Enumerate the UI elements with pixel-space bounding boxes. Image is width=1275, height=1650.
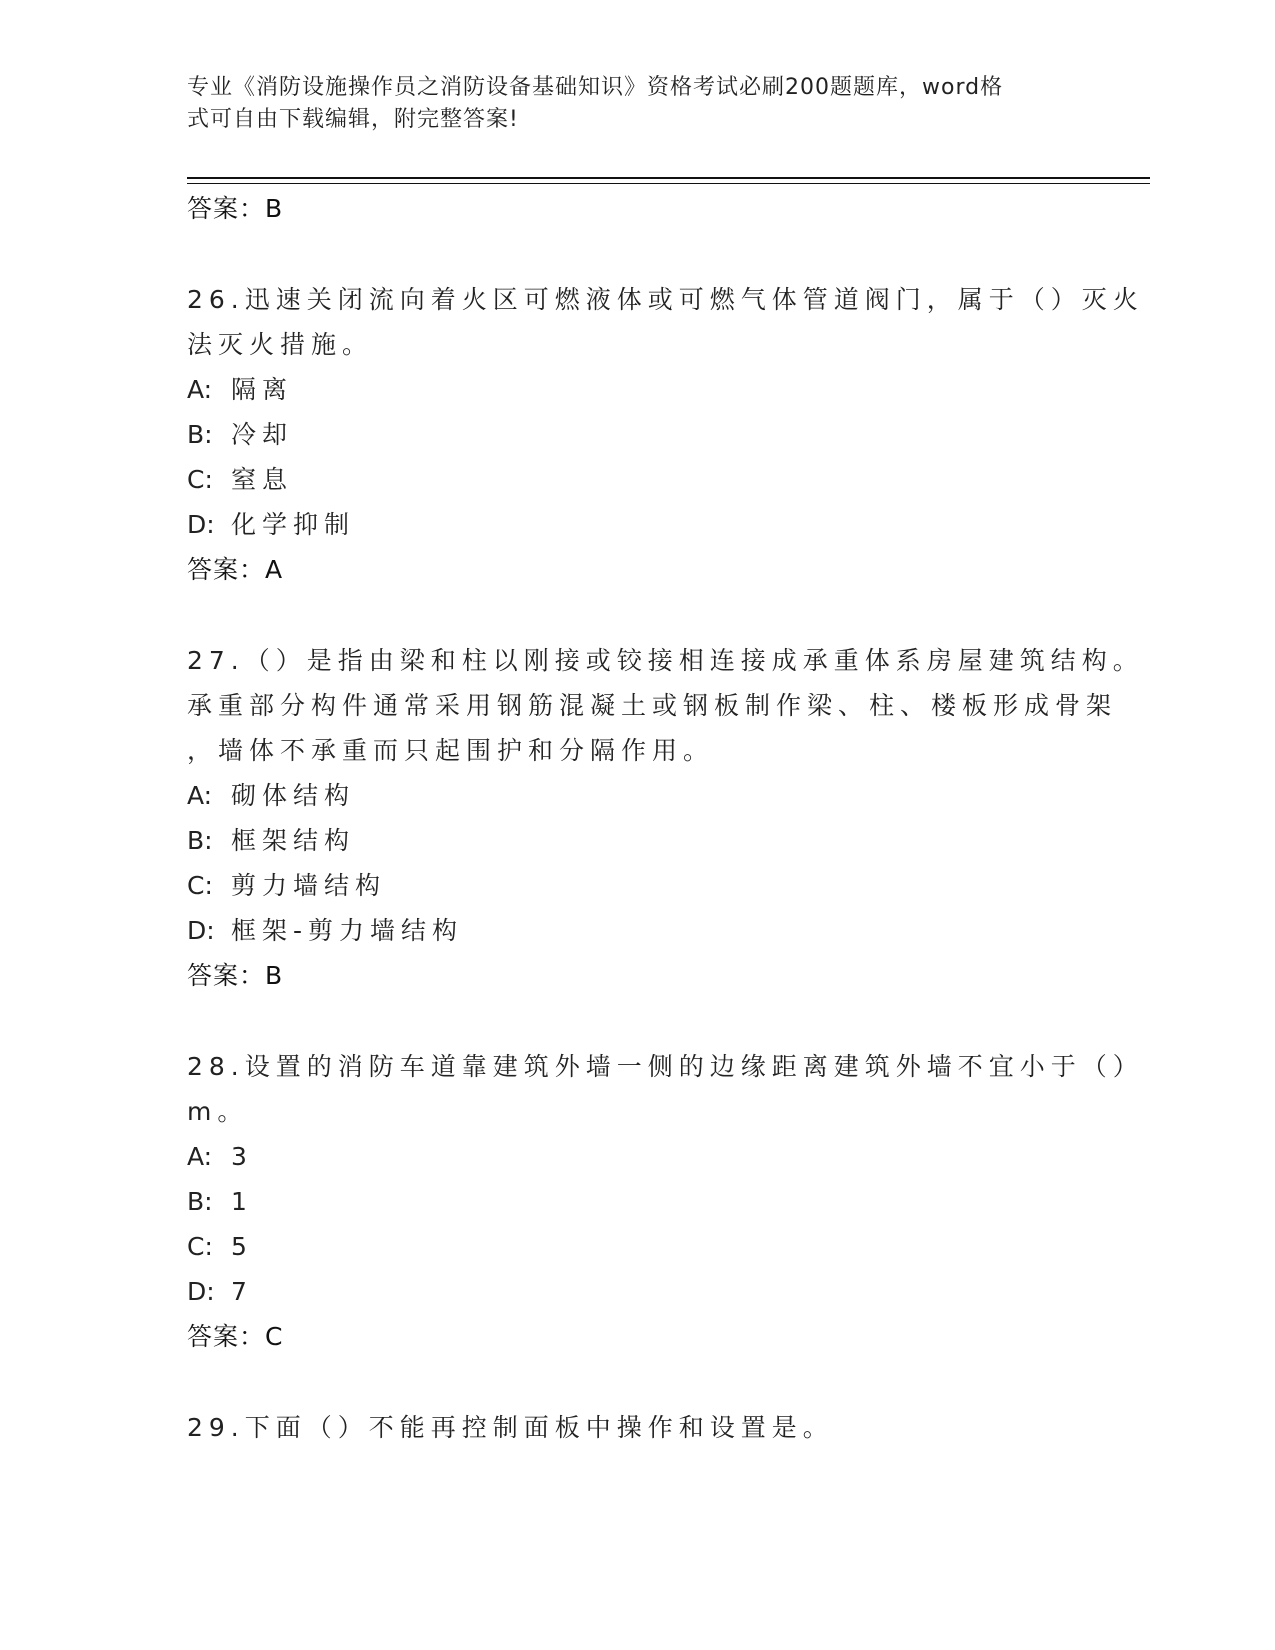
spacer [187, 998, 1087, 1044]
question-27 [187, 638, 1144, 998]
option-label: D: [187, 510, 215, 539]
option-text: 窒息 [231, 465, 294, 494]
option-text: 冷却 [231, 420, 294, 449]
question-text-line: ，墙体不承重而只起围护和分隔作用。 [187, 736, 715, 765]
spacer [187, 231, 1087, 277]
option-b [187, 1179, 1087, 1224]
option-label: D: [187, 1277, 215, 1306]
page-header [187, 72, 1067, 136]
header-line-2: 式可自由下载编辑，附完整答案! [187, 107, 519, 132]
option-a [187, 367, 1087, 412]
option-label: C: [187, 1232, 213, 1261]
option-text: 7 [231, 1277, 253, 1306]
option-b [187, 818, 1087, 863]
option-a [187, 773, 1087, 818]
option-label: B: [187, 1187, 213, 1216]
question-26 [187, 277, 1144, 592]
question-list [187, 186, 1144, 1450]
option-text: 隔离 [231, 375, 294, 404]
option-text: 5 [231, 1232, 253, 1261]
option-text: 化学抑制 [231, 510, 356, 539]
option-label: A: [187, 781, 213, 810]
answer-line: 答案：B [187, 961, 284, 990]
answer-line: 答案：A [187, 555, 284, 584]
option-label: B: [187, 826, 213, 855]
spacer [187, 1359, 1087, 1405]
option-text: 框架-剪力墙结构 [231, 916, 464, 945]
option-c [187, 863, 1087, 908]
option-label: B: [187, 420, 213, 449]
question-28 [187, 1044, 1144, 1359]
question-29 [187, 1405, 1087, 1450]
option-c [187, 1224, 1087, 1269]
question-text-line: 29.下面（）不能再控制面板中操作和设置是。 [187, 1413, 834, 1442]
answer-line: 答案：C [187, 1322, 284, 1351]
answer-line: 答案：B [187, 194, 284, 223]
option-label: A: [187, 1142, 213, 1171]
option-label: D: [187, 916, 215, 945]
question-text-line: 28.设置的消防车道靠建筑外墙一侧的边缘距离建筑外墙不宜小于（） [187, 1052, 1144, 1081]
option-text: 砌体结构 [231, 781, 356, 810]
option-label: C: [187, 465, 213, 494]
option-d [187, 502, 1087, 547]
option-text: 1 [231, 1187, 253, 1216]
question-text-line: 法灭火措施。 [187, 330, 374, 359]
option-text: 剪力墙结构 [231, 871, 387, 900]
spacer [187, 592, 1087, 638]
option-b [187, 412, 1087, 457]
option-text: 3 [231, 1142, 253, 1171]
option-text: 框架结构 [231, 826, 356, 855]
option-label: C: [187, 871, 213, 900]
question-text-line: m。 [187, 1097, 249, 1126]
option-d [187, 1269, 1087, 1314]
header-rule-thick [187, 177, 1150, 179]
option-label: A: [187, 375, 213, 404]
option-d [187, 908, 1087, 953]
header-line-1: 专业《消防设施操作员之消防设备基础知识》资格考试必刷200题题库，word格 [187, 75, 1004, 100]
option-c [187, 457, 1087, 502]
header-rule-thin [187, 183, 1150, 184]
question-text-line: 27.（）是指由梁和柱以刚接或铰接相连接成承重体系房屋建筑结构。 [187, 646, 1144, 675]
question-text-line: 26.迅速关闭流向着火区可燃液体或可燃气体管道阀门，属于（）灭火 [187, 285, 1144, 314]
option-a [187, 1134, 1087, 1179]
question-text-line: 承重部分构件通常采用钢筋混凝土或钢板制作梁、柱、楼板形成骨架 [187, 691, 1118, 720]
